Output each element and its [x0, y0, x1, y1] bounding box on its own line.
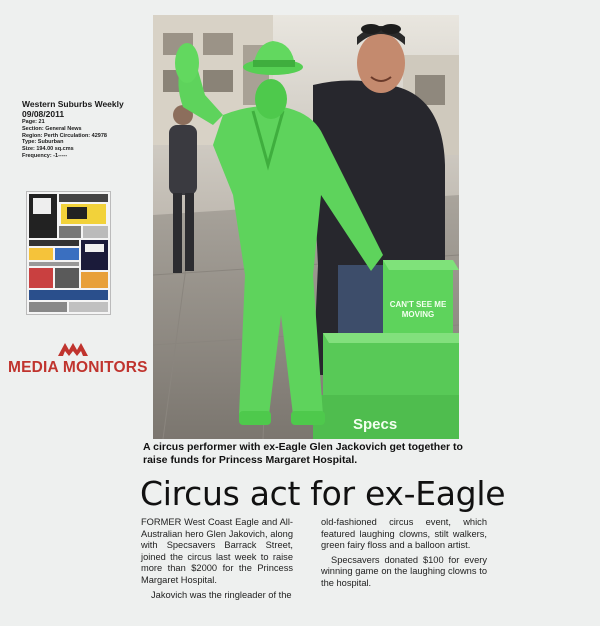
article-column-2: [321, 517, 487, 590]
box-text-line2: MOVING: [401, 310, 435, 319]
logo-mark-icon: [56, 341, 90, 357]
meta-page: Page: 21: [22, 119, 45, 125]
meta-section: Section: General News: [22, 125, 82, 132]
clipping-metadata: [22, 99, 142, 160]
meta-frequency: Frequency: -1-----: [22, 152, 68, 159]
page-thumbnail[interactable]: [26, 191, 111, 315]
meta-type: Type: Suburban: [22, 139, 64, 146]
meta-size: Size: 194.00 sq.cms: [22, 146, 74, 153]
publication-name: Western Suburbs Weekly: [22, 99, 124, 109]
photo-caption: A circus performer with ex-Eagle Glen Jackovich get together to raise funds for Princess Margaret Hospital.: [143, 441, 463, 466]
article-column-1: [141, 517, 293, 601]
article-headline: Circus act for ex-Eagle: [140, 474, 506, 513]
article-paragraph: old-fashioned circus event, which featured laughing clowns, stilt walkers, green fairy floss and a balloon artist.: [321, 517, 487, 551]
circus-performer-photo: [153, 15, 459, 439]
meta-region: Region: Perth Circulation: 42978: [22, 132, 107, 139]
article-paragraph: FORMER West Coast Eagle and All-Australian hero Glen Jakovich, along with Specsavers Barrack Street, joined the circus last week to raise more than $2000 for the Princess Margaret Hospital.: [141, 517, 293, 585]
box-text-line1: CAN'T SEE ME: [389, 300, 447, 309]
publication-date: 09/08/2011: [22, 109, 65, 119]
article-paragraph: Jakovich was the ringleader of the: [151, 589, 292, 600]
article-photo: [153, 15, 459, 439]
media-monitors-logo: [8, 341, 148, 377]
page-thumbnail-image: [27, 192, 110, 314]
logo-text: MEDIA MONITORS: [8, 359, 148, 376]
article-paragraph: Specsavers donated $100 for every winning game on the laughing clowns to the hospital.: [321, 554, 487, 588]
sign-text: Specs: [353, 416, 398, 433]
